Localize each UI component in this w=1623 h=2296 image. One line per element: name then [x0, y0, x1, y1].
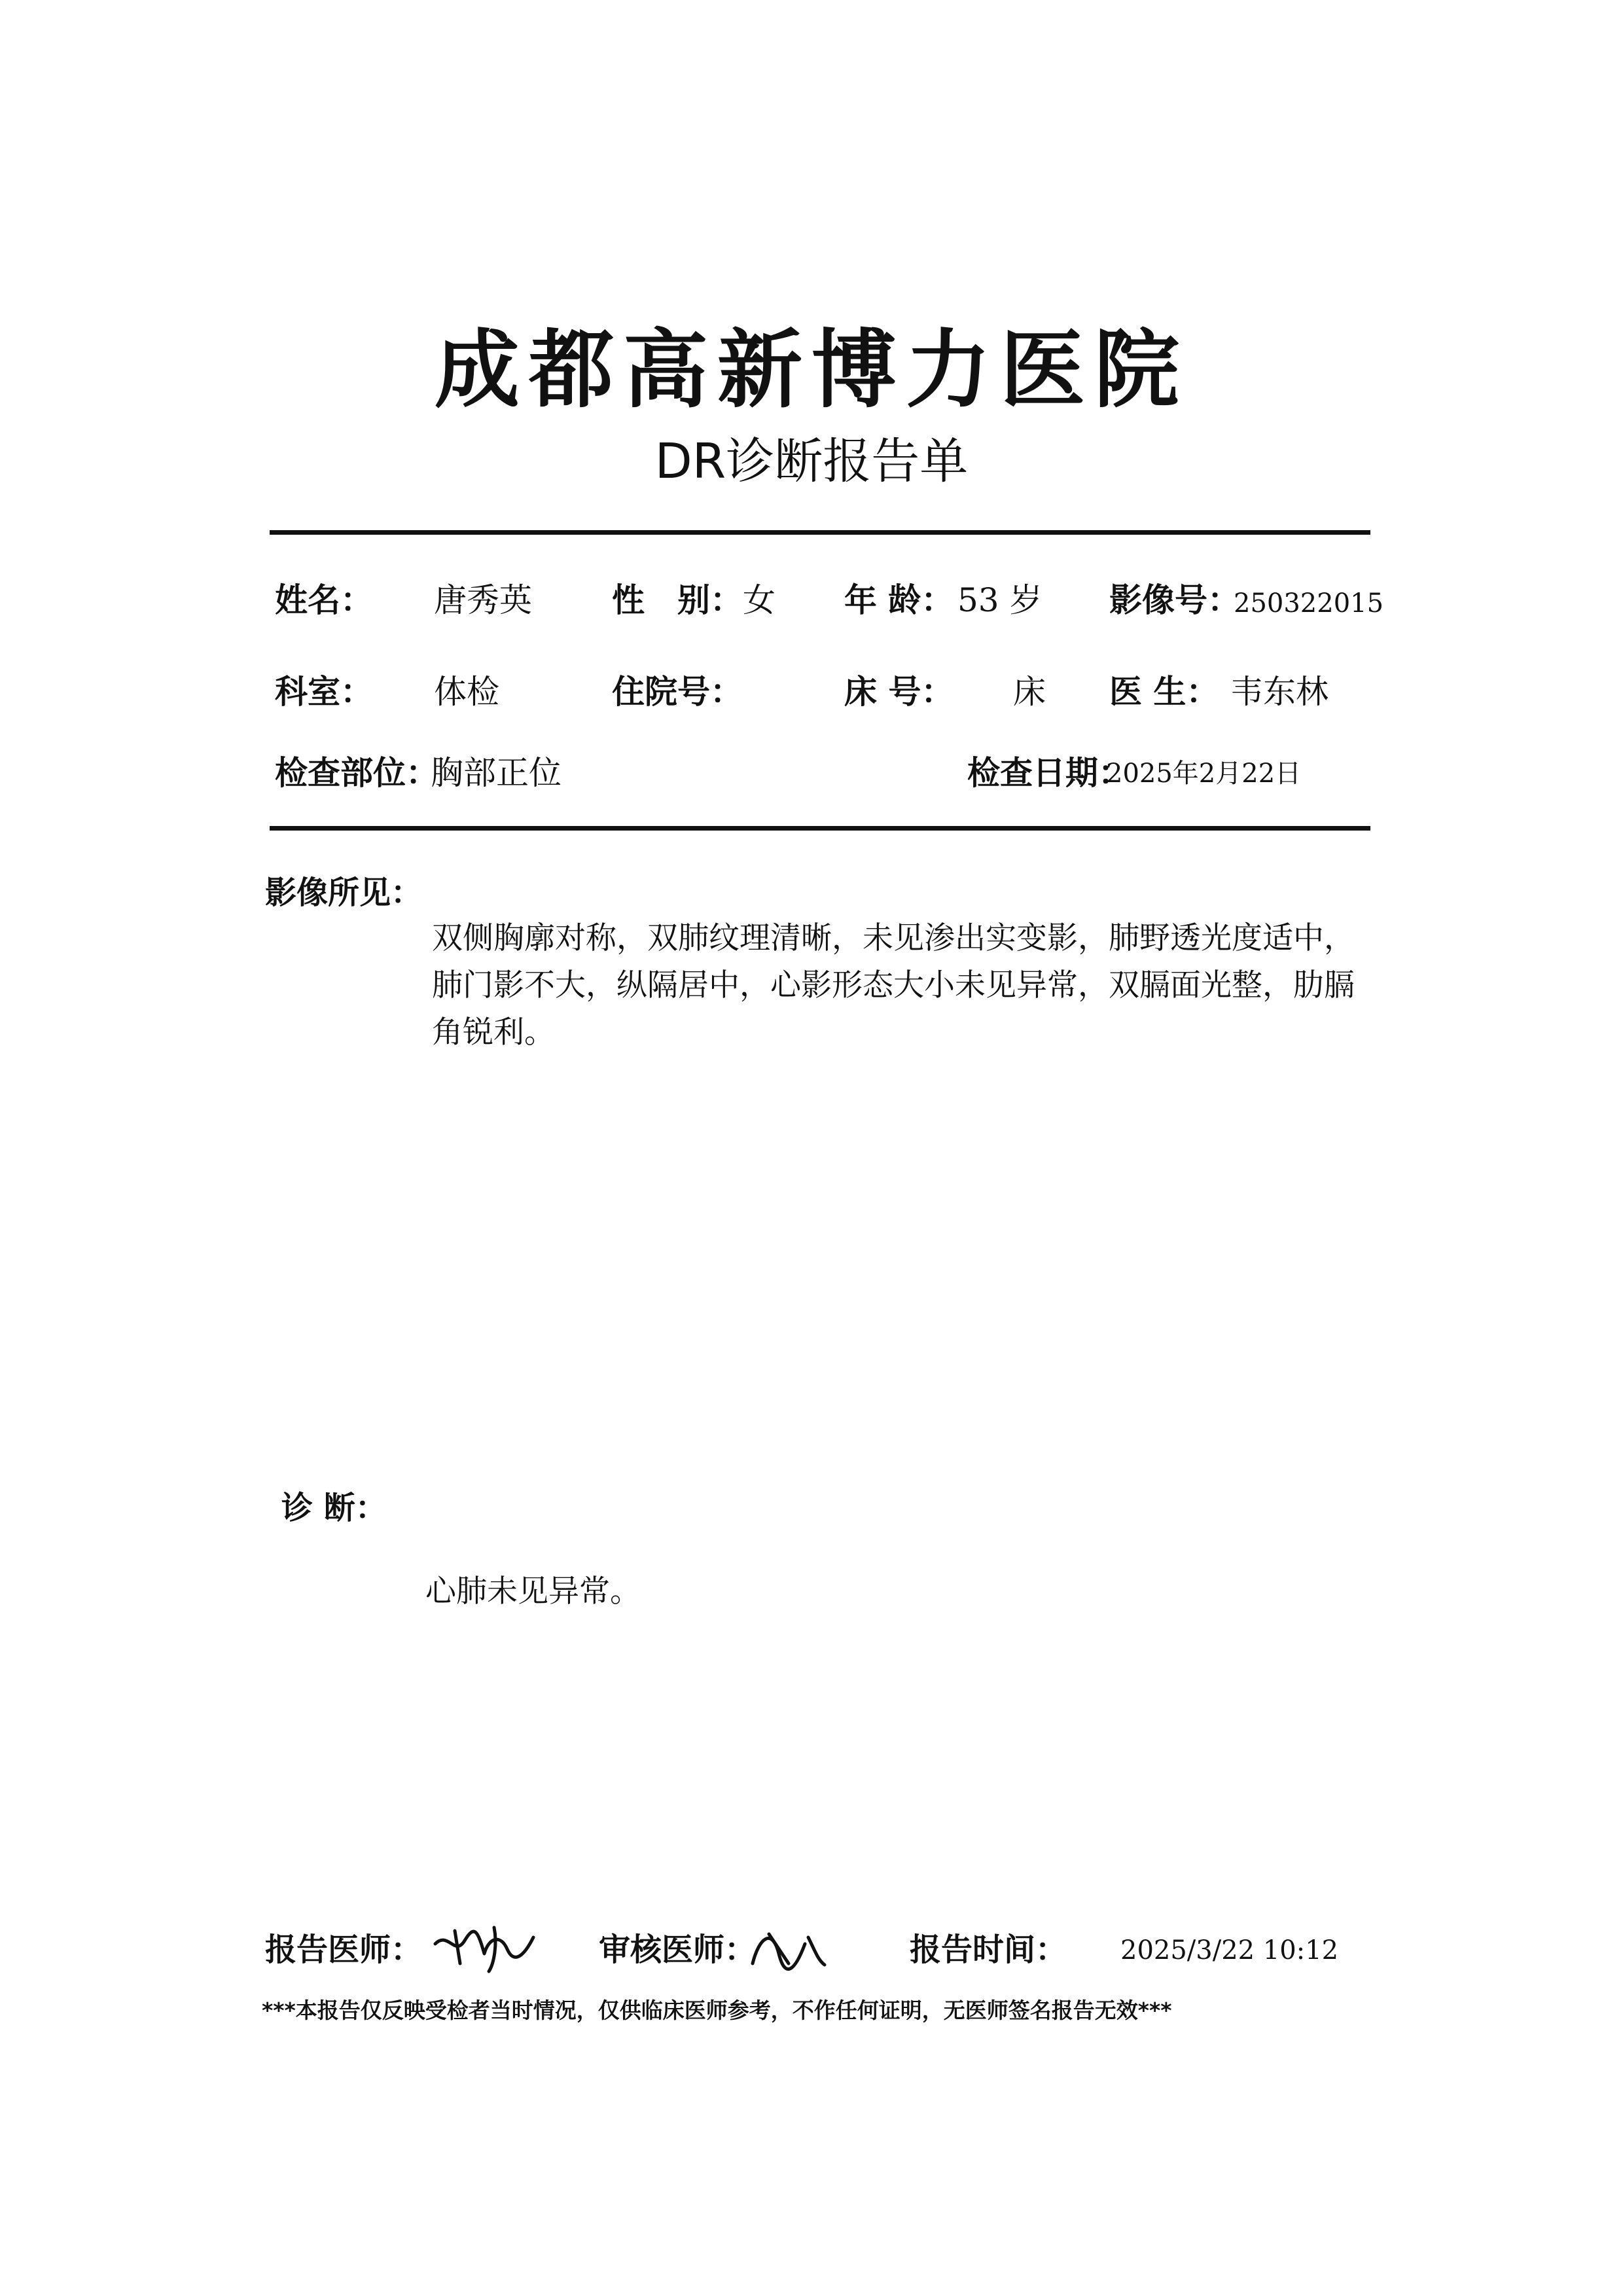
- exam-part-label: 检查部位：: [275, 754, 438, 792]
- age-value: 53 岁: [957, 581, 1043, 619]
- inpatient-no-label: 住院号：: [612, 673, 743, 711]
- report-time-label: 报告时间：: [910, 1931, 1067, 1968]
- image-no-value: 250322015: [1234, 588, 1384, 619]
- bottom-divider: [270, 826, 1370, 831]
- gender-value: 女: [743, 581, 776, 619]
- diagnosis-title: 诊 断：: [281, 1490, 387, 1526]
- report-time-value: 2025/3/22 10:12: [1120, 1935, 1339, 1965]
- report-title: DR诊断报告单: [654, 433, 969, 490]
- exam-date-label: 检查日期：: [967, 754, 1131, 792]
- findings-title: 影像所见：: [265, 874, 423, 911]
- name-value: 唐秀英: [434, 581, 532, 619]
- bed-no-value: 床: [1013, 673, 1046, 711]
- department-value: 体检: [434, 673, 499, 711]
- review-doctor-signature: [743, 1918, 854, 1977]
- doctor-label: 医 生：: [1109, 673, 1219, 711]
- hospital-name: 成都高新博力医院: [434, 319, 1188, 420]
- disclaimer-note: ***本报告仅反映受检者当时情况，仅供临床医师参考，不作任何证明，无医师签名报告无效***: [262, 1998, 1172, 2023]
- bed-no-label: 床 号：: [844, 673, 954, 711]
- review-doctor-label: 审核医师：: [599, 1931, 757, 1968]
- age-label: 年 龄：: [844, 581, 954, 619]
- report-doctor-signature: [429, 1918, 540, 1977]
- department-label: 科室：: [275, 673, 373, 711]
- image-no-label: 影像号：: [1109, 581, 1240, 619]
- exam-part-value: 胸部正位: [431, 754, 562, 792]
- diagnosis-text: 心肺未见异常。: [425, 1573, 641, 1609]
- top-divider: [270, 530, 1370, 535]
- exam-date-value: 2025年2月22日: [1106, 759, 1302, 789]
- report-doctor-label: 报告医师：: [265, 1931, 423, 1968]
- findings-text: 双侧胸廓对称，双肺纹理清晰，未见渗出实变影，肺野透光度适中，肺门影不大，纵隔居中，心影形态大小未见异常，双膈面光整，肋膈角锐利。: [432, 920, 1355, 1050]
- name-label: 姓名：: [275, 581, 373, 619]
- gender-label: 性 别：: [612, 581, 743, 619]
- doctor-value: 韦东林: [1230, 673, 1329, 711]
